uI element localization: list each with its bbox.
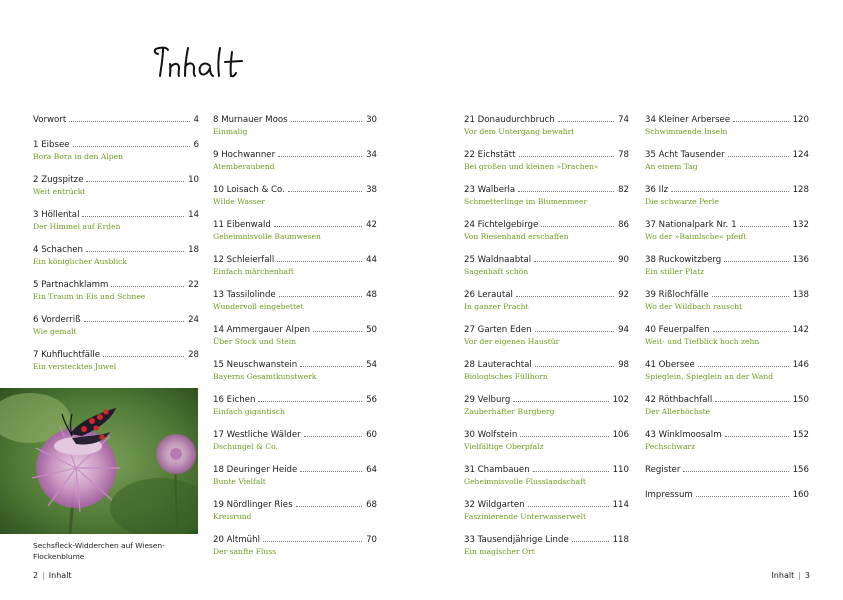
dot-leader: [533, 463, 609, 472]
entry-title: 42 Röthbachfall: [645, 395, 713, 405]
entry-page: 118: [612, 535, 629, 545]
page-number: 2: [33, 571, 39, 580]
entry-title: 9 Hochwanner: [213, 150, 276, 160]
entry-page: 64: [366, 465, 377, 475]
toc-entry[interactable]: [464, 428, 629, 452]
dot-leader: [103, 348, 184, 357]
entry-title: 38 Ruckowitzberg: [645, 255, 722, 265]
dot-leader: [278, 148, 362, 157]
entry-title: Impressum: [645, 490, 693, 500]
entry-title: 40 Feuerpalfen: [645, 325, 710, 335]
dot-leader: [558, 113, 614, 122]
entry-title: 33 Tausendjährige Linde: [464, 535, 569, 545]
toc-entry[interactable]: [213, 183, 377, 207]
dot-leader: [712, 288, 789, 297]
entry-title: 23 Walberla: [464, 185, 516, 195]
entry-page: 128: [792, 185, 809, 195]
toc-entry[interactable]: [645, 488, 809, 501]
entry-title: Register: [645, 465, 681, 475]
toc-entry[interactable]: [33, 173, 199, 197]
entry-subtitle: Vor dem Untergang bewahrt: [464, 127, 575, 136]
entry-title: 10 Loisach & Co.: [213, 185, 285, 195]
butterfly-photo: [0, 388, 198, 534]
entry-title: 32 Wildgarten: [464, 500, 525, 510]
toc-entry[interactable]: [645, 358, 809, 382]
entry-subtitle: In ganzer Pracht: [464, 302, 529, 311]
toc-entry[interactable]: [645, 218, 809, 242]
entry-title: 39 Rißlochfälle: [645, 290, 709, 300]
entry-subtitle: Der Himmel auf Erden: [33, 222, 121, 231]
dot-leader: [84, 313, 185, 322]
toc-entry[interactable]: [33, 313, 199, 337]
dot-leader: [520, 428, 608, 437]
toc-entry[interactable]: [33, 243, 199, 267]
entry-title: 16 Eichen: [213, 395, 256, 405]
toc-entry[interactable]: [464, 498, 629, 522]
toc-entry[interactable]: [645, 253, 809, 277]
entry-subtitle: Die schwarze Perle: [645, 197, 719, 206]
dot-leader: [516, 288, 614, 297]
entry-page: 70: [366, 535, 377, 545]
dot-leader: [513, 393, 608, 402]
dot-leader: [291, 113, 363, 122]
entry-page: 102: [612, 395, 629, 405]
dot-leader: [683, 463, 788, 472]
toc-entry[interactable]: [464, 463, 629, 487]
entry-title: 7 Kuhfluchtfälle: [33, 350, 101, 360]
toc-entry[interactable]: [213, 358, 377, 382]
dot-leader: [279, 288, 362, 297]
toc-entry[interactable]: [213, 428, 377, 452]
dot-leader: [288, 183, 362, 192]
entry-page: 106: [612, 430, 629, 440]
entry-subtitle: Wilde Wasser: [213, 197, 265, 206]
entry-title: 17 Westliche Wälder: [213, 430, 301, 440]
entry-page: 14: [188, 210, 199, 220]
entry-title: 27 Garten Eden: [464, 325, 532, 335]
dot-leader: [111, 278, 184, 287]
entry-subtitle: Zauberhafter Burgberg: [464, 407, 555, 416]
toc-entry[interactable]: [464, 113, 629, 137]
dot-leader: [274, 218, 362, 227]
toc-entry[interactable]: [645, 183, 809, 207]
entry-page: 68: [366, 500, 377, 510]
toc-entry[interactable]: [464, 183, 629, 207]
dot-leader: [300, 358, 362, 367]
dot-leader: [69, 113, 189, 122]
entry-title: 25 Waldnaabtal: [464, 255, 532, 265]
entry-page: 28: [188, 350, 199, 360]
dot-leader: [263, 533, 362, 542]
toc-entry[interactable]: [645, 113, 809, 137]
entry-page: 138: [792, 290, 809, 300]
entry-page: 114: [612, 500, 629, 510]
entry-subtitle: Wie gemalt: [33, 327, 77, 336]
entry-subtitle: Biologisches Füllhorn: [464, 372, 548, 381]
entry-subtitle: Über Stock und Stein: [213, 337, 297, 346]
entry-title: 19 Nördlinger Ries: [213, 500, 293, 510]
toc-entry[interactable]: [464, 533, 629, 557]
entry-page: 50: [366, 325, 377, 335]
entry-subtitle: Einfach märchenhaft: [213, 267, 294, 276]
entry-page: 146: [792, 360, 809, 370]
page-heading: [150, 42, 270, 86]
dot-leader: [277, 253, 362, 262]
dot-leader: [518, 183, 614, 192]
entry-page: 48: [366, 290, 377, 300]
entry-page: 92: [618, 290, 629, 300]
dot-leader: [73, 138, 190, 147]
toc-entry[interactable]: [213, 288, 377, 312]
toc-entry[interactable]: [645, 428, 809, 452]
entry-title: 43 Winklmoosalm: [645, 430, 722, 440]
entry-page: 136: [792, 255, 809, 265]
dot-leader: [740, 218, 789, 227]
toc-entry[interactable]: [213, 533, 377, 557]
entry-page: 82: [618, 185, 629, 195]
dot-leader: [728, 148, 789, 157]
entry-subtitle: Geheimnisvolle Baumwesen: [213, 232, 321, 241]
entry-title: 28 Lauterachtal: [464, 360, 532, 370]
entry-page: 34: [366, 150, 377, 160]
toc-entry[interactable]: [464, 253, 629, 277]
entry-subtitle: Bunte Vielfalt: [213, 477, 266, 486]
entry-page: 94: [618, 325, 629, 335]
entry-subtitle: Weit entrückt: [33, 187, 86, 196]
entry-subtitle: Ein stiller Platz: [645, 267, 705, 276]
entry-subtitle: Der Allerhöchste: [645, 407, 711, 416]
entry-page: 56: [366, 395, 377, 405]
dot-leader: [82, 208, 184, 217]
entry-title: 37 Nationalpark Nr. 1: [645, 220, 737, 230]
entry-title: 34 Kleiner Arbersee: [645, 115, 731, 125]
dot-leader: [528, 498, 609, 507]
entry-title: 20 Altmühl: [213, 535, 260, 545]
entry-subtitle: Faszinierende Unterwasserwelt: [464, 512, 587, 521]
entry-subtitle: Vielfältige Oberpfalz: [464, 442, 544, 451]
dot-leader: [296, 498, 363, 507]
toc-entry[interactable]: [33, 208, 199, 232]
entry-page: 74: [618, 115, 629, 125]
toc-entry[interactable]: [645, 288, 809, 312]
dot-leader: [541, 218, 614, 227]
entry-page: 90: [618, 255, 629, 265]
entry-subtitle: Kreisrund: [213, 512, 252, 521]
entry-subtitle: Einfach gigantisch: [213, 407, 285, 416]
entry-subtitle: Schwimmende Inseln: [645, 127, 728, 136]
dot-leader: [86, 173, 184, 182]
entry-page: 160: [792, 490, 809, 500]
toc-entry[interactable]: [33, 348, 199, 372]
toc-entry[interactable]: [464, 148, 629, 172]
entry-title: 11 Eibenwald: [213, 220, 271, 230]
dot-leader: [733, 113, 788, 122]
entry-title: 30 Wolfstein: [464, 430, 518, 440]
entry-subtitle: Wo der »Baimlsche« pfeift: [645, 232, 747, 241]
entry-subtitle: Wundervoll eingebettet: [213, 302, 304, 311]
entry-subtitle: Von Riesenhand erschaffen: [464, 232, 569, 241]
dot-leader: [304, 428, 362, 437]
toc-entry[interactable]: [645, 393, 809, 417]
entry-page: 44: [366, 255, 377, 265]
entry-title: 41 Obersee: [645, 360, 695, 370]
entry-page: 22: [188, 280, 199, 290]
photo-caption: Sechsfleck-Widderchen auf Wiesen-Flockenblume: [33, 541, 165, 561]
entry-title: 12 Schleierfall: [213, 255, 275, 265]
entry-subtitle: Bayerns Gesamtkunstwerk: [213, 372, 317, 381]
toc-entry[interactable]: [464, 288, 629, 312]
entry-title: 14 Ammergauer Alpen: [213, 325, 311, 335]
entry-subtitle: Ein Traum in Eis und Schnee: [33, 292, 146, 301]
toc-entry[interactable]: [33, 278, 199, 302]
flower-small: [156, 434, 196, 474]
dot-leader: [535, 358, 614, 367]
entry-title: 4 Schachen: [33, 245, 83, 255]
entry-title: 31 Chambauen: [464, 465, 530, 475]
dot-leader: [696, 488, 789, 497]
entry-page: 124: [792, 150, 809, 160]
toc-entry[interactable]: [213, 323, 377, 347]
entry-title: 26 Lerautal: [464, 290, 513, 300]
toc-entry[interactable]: [464, 393, 629, 417]
entry-subtitle: Schmetterlinge im Blumenmeer: [464, 197, 588, 206]
toc-entry[interactable]: [213, 218, 377, 242]
toc-entry[interactable]: [213, 148, 377, 172]
dot-leader: [671, 183, 788, 192]
entry-subtitle: Wo der Wildbach rauscht: [645, 302, 743, 311]
footer-right: [771, 571, 810, 580]
entry-title: 36 Ilz: [645, 185, 669, 195]
entry-page: 18: [188, 245, 199, 255]
dot-leader: [535, 323, 614, 332]
dot-leader: [713, 323, 789, 332]
entry-page: 156: [792, 465, 809, 475]
toc-entry[interactable]: [464, 218, 629, 242]
entry-subtitle: Weit- und Tiefblick hoch zehn: [645, 337, 760, 346]
entry-page: 78: [618, 150, 629, 160]
toc-entry[interactable]: [464, 358, 629, 382]
dot-leader: [715, 393, 788, 402]
dot-leader: [534, 253, 614, 262]
entry-page: 132: [792, 220, 809, 230]
entry-subtitle: Dschungel & Co.: [213, 442, 278, 451]
toc-entry[interactable]: [213, 498, 377, 522]
entry-title: 15 Neuschwanstein: [213, 360, 298, 370]
toc-entry[interactable]: [213, 463, 377, 487]
toc-entry[interactable]: [645, 148, 809, 172]
dot-leader: [258, 393, 362, 402]
entry-page: 110: [612, 465, 629, 475]
dot-leader: [572, 533, 609, 542]
entry-subtitle: An einem Tag: [645, 162, 698, 171]
entry-title: 22 Eichstätt: [464, 150, 516, 160]
entry-subtitle: Ein verstecktes Juwel: [33, 362, 117, 371]
entry-subtitle: Pechschwarz: [645, 442, 696, 451]
entry-title: Vorwort: [33, 115, 67, 125]
dot-leader: [724, 253, 788, 262]
entry-page: 24: [188, 315, 199, 325]
entry-page: 4: [193, 115, 199, 125]
toc-entry[interactable]: [645, 323, 809, 347]
entry-subtitle: Bora Bora in den Alpen: [33, 152, 123, 161]
entry-title: 18 Deuringer Heide: [213, 465, 298, 475]
entry-subtitle: Bei großen und kleinen »Drachen«: [464, 162, 599, 171]
entry-subtitle: Spieglein, Spieglein an der Wand: [645, 372, 774, 381]
toc-entry[interactable]: [33, 138, 199, 162]
dot-leader: [86, 243, 184, 252]
entry-page: 120: [792, 115, 809, 125]
toc-entry[interactable]: [213, 113, 377, 137]
entry-page: 10: [188, 175, 199, 185]
toc-entry[interactable]: [645, 463, 809, 476]
footer-label: Inhalt: [771, 571, 795, 580]
footer-label: Inhalt: [48, 571, 72, 580]
entry-page: 150: [792, 395, 809, 405]
entry-title: 6 Vorderriß: [33, 315, 81, 325]
entry-subtitle: Vor der eigenen Haustür: [464, 337, 560, 346]
toc-entry[interactable]: [213, 253, 377, 277]
toc-entry[interactable]: [33, 113, 199, 126]
page-number: 3: [804, 571, 810, 580]
entry-title: 29 Velburg: [464, 395, 511, 405]
dot-leader: [313, 323, 362, 332]
entry-page: 86: [618, 220, 629, 230]
toc-entry[interactable]: [213, 393, 377, 417]
entry-page: 30: [366, 115, 377, 125]
entry-subtitle: Geheimnisvolle Flusslandschaft: [464, 477, 586, 486]
dot-leader: [725, 428, 789, 437]
entry-subtitle: Der sanfte Fluss: [213, 547, 277, 556]
entry-title: 2 Zugspitze: [33, 175, 84, 185]
photo-illustration: [0, 388, 198, 534]
entry-page: 98: [618, 360, 629, 370]
entry-title: 1 Eibsee: [33, 140, 70, 150]
entry-title: 5 Partnachklamm: [33, 280, 109, 290]
entry-subtitle: Atemberaubend: [213, 162, 275, 171]
entry-page: 54: [366, 360, 377, 370]
entry-subtitle: Ein magischer Ort: [464, 547, 535, 556]
entry-page: 6: [193, 140, 199, 150]
entry-subtitle: Ein königlicher Ausblick: [33, 257, 128, 266]
dot-leader: [519, 148, 615, 157]
toc-entry[interactable]: [464, 323, 629, 347]
entry-title: 8 Murnauer Moos: [213, 115, 288, 125]
footer-left: [33, 571, 72, 580]
entry-page: 152: [792, 430, 809, 440]
dot-leader: [698, 358, 789, 367]
entry-subtitle: Sagenhaft schön: [464, 267, 529, 276]
entry-page: 142: [792, 325, 809, 335]
entry-subtitle: Einmalig: [213, 127, 248, 136]
entry-page: 42: [366, 220, 377, 230]
footer-separator: |: [798, 571, 801, 580]
entry-title: 13 Tassilolinde: [213, 290, 276, 300]
entry-title: 35 Acht Tausender: [645, 150, 725, 160]
entry-title: 3 Höllental: [33, 210, 80, 220]
entry-page: 38: [366, 185, 377, 195]
entry-page: 60: [366, 430, 377, 440]
entry-title: 21 Donaudurchbruch: [464, 115, 555, 125]
entry-title: 24 Fichtelgebirge: [464, 220, 539, 230]
dot-leader: [300, 463, 362, 472]
footer-separator: |: [42, 571, 45, 580]
